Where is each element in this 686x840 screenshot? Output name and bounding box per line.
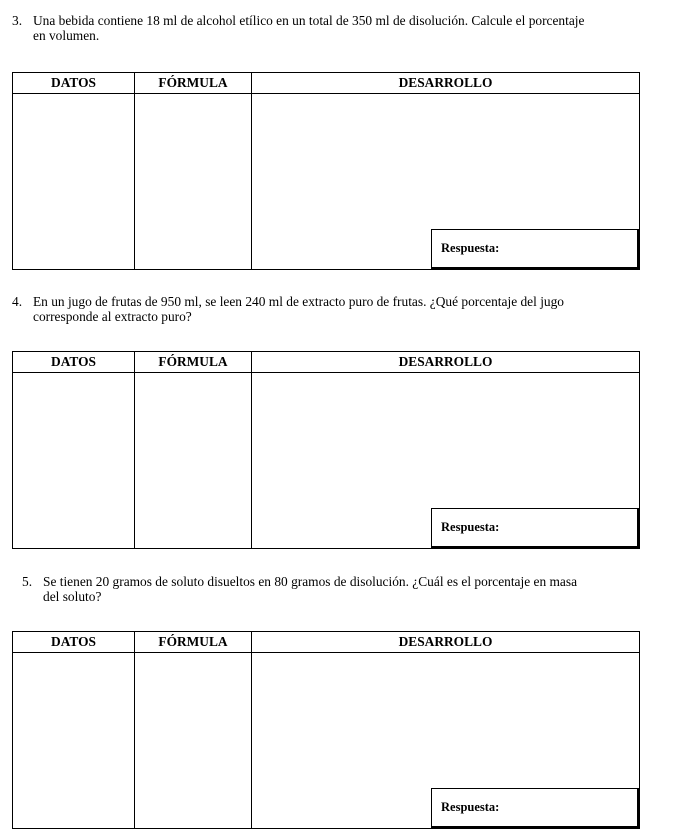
worksheet-table-4: [12, 351, 640, 549]
answer-box[interactable]: [431, 788, 639, 828]
datos-column: [13, 73, 135, 269]
datos-column: [13, 632, 135, 828]
formula-column: [135, 73, 252, 269]
datos-header: DATOS: [13, 352, 134, 373]
formula-header: FÓRMULA: [135, 352, 251, 373]
worksheet-table-3: [12, 72, 640, 270]
problem-4: [12, 294, 640, 326]
problem-line-1: En un jugo de frutas de 950 ml, se leen 240 ml de extracto puro de frutas. ¿Qué porcentaje del jugo: [33, 294, 564, 309]
formula-header: FÓRMULA: [135, 73, 251, 94]
formula-column: [135, 352, 252, 548]
datos-column: [13, 352, 135, 548]
problem-number: 4.: [12, 294, 23, 309]
problem-line-2: corresponde al extracto puro?: [33, 309, 192, 324]
formula-column: [135, 632, 252, 828]
desarrollo-column: [252, 73, 639, 269]
answer-label: Respuesta:: [441, 520, 500, 534]
desarrollo-header: DESARROLLO: [252, 73, 639, 94]
problem-3: [12, 13, 640, 45]
problem-statement: [33, 13, 640, 43]
desarrollo-header: DESARROLLO: [252, 352, 639, 373]
problem-number: 5.: [22, 574, 33, 589]
problem-line-1: Una bebida contiene 18 ml de alcohol etílico en un total de 350 ml de disolución. Calcule el porcentaje: [33, 13, 585, 28]
problem-line-2: del soluto?: [43, 589, 102, 604]
desarrollo-header: DESARROLLO: [252, 632, 639, 653]
answer-label: Respuesta:: [441, 800, 500, 814]
desarrollo-column: [252, 352, 639, 548]
desarrollo-column: [252, 632, 639, 828]
problem-line-2: en volumen.: [33, 28, 100, 43]
problem-5: [22, 574, 640, 606]
worksheet-table-5: [12, 631, 640, 829]
problem-line-1: Se tienen 20 gramos de soluto disueltos en 80 gramos de disolución. ¿Cuál es el porcentaje en masa: [43, 574, 578, 589]
problem-statement: [43, 574, 640, 604]
formula-header: FÓRMULA: [135, 632, 251, 653]
answer-label: Respuesta:: [441, 241, 500, 255]
problem-statement: [33, 294, 640, 324]
datos-header: DATOS: [13, 632, 134, 653]
datos-header: DATOS: [13, 73, 134, 94]
problem-number: 3.: [12, 13, 23, 28]
answer-box[interactable]: [431, 508, 639, 548]
answer-box[interactable]: [431, 229, 639, 269]
